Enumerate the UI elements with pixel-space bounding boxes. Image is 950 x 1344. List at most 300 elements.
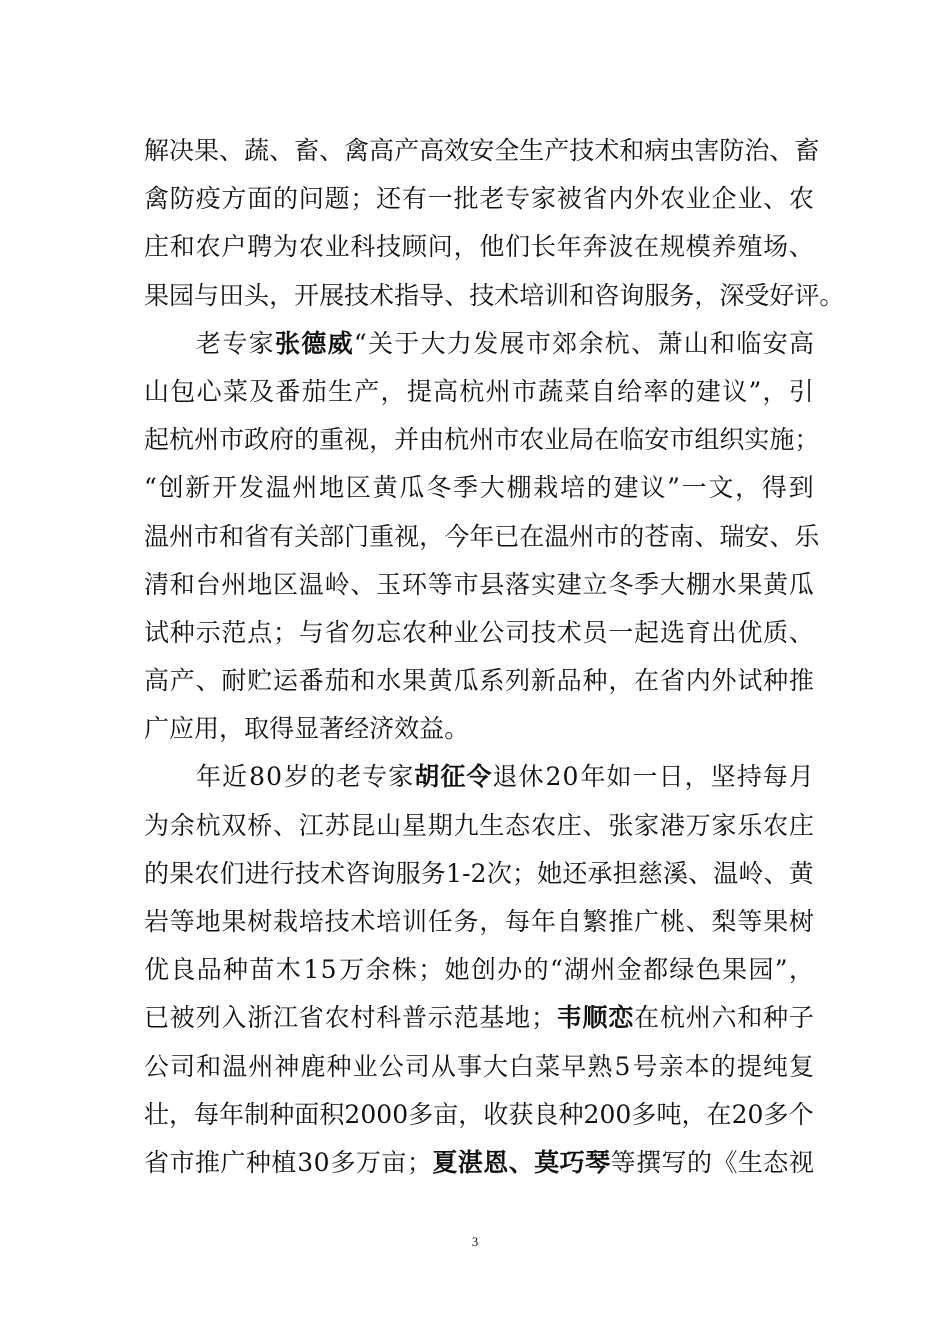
text-char: 棚 xyxy=(506,473,532,503)
text-char: 园 xyxy=(748,955,774,985)
text-char: 训 xyxy=(544,280,570,310)
text-char: 农 xyxy=(401,617,427,647)
text-char: 临 xyxy=(619,425,645,455)
text-line xyxy=(144,994,814,1042)
text-char: ； xyxy=(794,425,820,455)
text-char: 她 xyxy=(444,955,470,985)
text-char: 写 xyxy=(661,1147,687,1177)
text-char: 波 xyxy=(608,232,634,262)
text-char: 一 xyxy=(632,762,658,792)
text-char: 家 xyxy=(711,810,737,840)
text-char: 台 xyxy=(195,569,221,599)
text-char: 多 xyxy=(631,1099,657,1129)
text-line xyxy=(144,127,820,175)
text-char: 忘 xyxy=(376,617,402,647)
text-char: 选 xyxy=(659,617,685,647)
text-char: 收 xyxy=(483,1099,509,1129)
text-char: 内 xyxy=(685,666,711,696)
text-char: 一 xyxy=(427,184,453,214)
text-char: 术 xyxy=(320,858,346,888)
text-char: 、 xyxy=(763,184,789,214)
text-char: 决 xyxy=(169,136,195,165)
text-char: 已 xyxy=(144,1003,170,1033)
text-char: 瓜 xyxy=(399,473,425,503)
text-char: 询 xyxy=(619,280,645,310)
text-char: 疫 xyxy=(195,184,221,214)
text-char: ； xyxy=(418,955,444,985)
text-char: 亲 xyxy=(658,1051,684,1081)
text-char: ， xyxy=(479,907,505,936)
text-char: 季 xyxy=(634,569,660,599)
text-char: 2 xyxy=(545,762,562,792)
text-char: 熟 xyxy=(587,1051,613,1081)
text-line xyxy=(144,513,820,561)
text-char: 树 xyxy=(788,907,814,936)
text-char: 高 xyxy=(419,136,445,165)
text-char: 得 xyxy=(269,714,295,744)
text-char: 、 xyxy=(769,136,795,165)
text-char: 冬 xyxy=(608,569,634,599)
text-char: 退 xyxy=(492,762,518,792)
text-char: 广 xyxy=(144,714,170,744)
text-char: 省 xyxy=(582,184,608,214)
text-line xyxy=(144,175,814,223)
text-char: 湖 xyxy=(564,955,590,985)
text-char: 多 xyxy=(763,1099,789,1129)
text-char: 农 xyxy=(659,184,685,214)
text-char: 老 xyxy=(196,328,222,358)
text-char: 瑞 xyxy=(719,521,745,551)
text-char: 导 xyxy=(419,280,445,310)
text-char: “ xyxy=(144,473,157,503)
text-char: 们 xyxy=(219,858,245,888)
text-line xyxy=(144,802,814,850)
text-char: 咨 xyxy=(594,280,620,310)
text-char: 果 xyxy=(763,907,789,936)
text-char: 广 xyxy=(634,907,660,936)
text-char: 果 xyxy=(221,907,247,936)
text-char: 畜 xyxy=(794,136,820,165)
text-char: 温 xyxy=(298,569,324,599)
name-highlight-char: 湛 xyxy=(457,1147,483,1177)
text-char: ， xyxy=(681,1099,707,1129)
text-char: 生 xyxy=(327,376,353,406)
text-char: 贮 xyxy=(247,666,273,696)
name-highlight-char: 令 xyxy=(466,762,492,792)
text-line xyxy=(144,416,820,464)
text-char: 。 xyxy=(819,280,845,310)
text-char: 专 xyxy=(505,184,531,214)
text-char: 瓜 xyxy=(453,666,479,696)
text-char: 推 xyxy=(194,1147,220,1177)
text-char: 科 xyxy=(350,232,376,262)
text-char: 视 xyxy=(788,1147,814,1177)
text-char: 0 xyxy=(562,762,579,792)
text-char: 运 xyxy=(272,666,298,696)
text-char: 科 xyxy=(376,1003,402,1033)
text-char: 、 xyxy=(631,328,657,358)
text-char: 起 xyxy=(634,617,660,647)
text-char: 开 xyxy=(212,473,238,503)
text-char: 部 xyxy=(319,521,345,551)
text-char: 咨 xyxy=(345,858,371,888)
text-char: 万 xyxy=(685,810,711,840)
text-char: 示 xyxy=(195,617,221,647)
text-char: 在 xyxy=(594,425,620,455)
text-char: 经 xyxy=(344,714,370,744)
text-char: 应 xyxy=(169,714,195,744)
text-char: 水 xyxy=(711,569,737,599)
text-char: 等 xyxy=(427,569,453,599)
text-char: 南 xyxy=(669,521,695,551)
text-char: 的 xyxy=(523,955,549,985)
text-char: 种 xyxy=(763,1003,789,1033)
text-char: 郊 xyxy=(552,328,578,358)
text-char: 休 xyxy=(518,762,544,792)
text-char: 的 xyxy=(272,184,298,214)
text-char: 杭 xyxy=(444,425,470,455)
text-char: 黄 xyxy=(788,858,814,888)
text-char: 亩 xyxy=(381,1147,407,1177)
text-char: 每 xyxy=(762,762,788,792)
text-char: 张 xyxy=(608,810,634,840)
text-char: 江 xyxy=(298,810,324,840)
text-char: 询 xyxy=(370,858,396,888)
text-char: 们 xyxy=(505,232,531,262)
text-char: 品 xyxy=(196,955,222,985)
text-char: 番 xyxy=(298,666,324,696)
text-char: 大 xyxy=(479,473,505,503)
text-char: 环 xyxy=(401,569,427,599)
text-char: 广 xyxy=(220,1147,246,1177)
text-char: 白 xyxy=(509,1051,535,1081)
text-char: 建 xyxy=(556,569,582,599)
text-char: 栽 xyxy=(533,473,559,503)
text-char: 州 xyxy=(569,521,595,551)
text-char: 多 xyxy=(408,1099,434,1129)
text-char: 果 xyxy=(737,569,763,599)
text-char: 生 xyxy=(737,1147,763,1177)
text-char: 庄 xyxy=(556,810,582,840)
text-char: 种 xyxy=(169,617,195,647)
text-char: 普 xyxy=(401,1003,427,1033)
text-char: 方 xyxy=(221,184,247,214)
text-char: 杭 xyxy=(659,1003,685,1033)
text-char: 和 xyxy=(710,328,736,358)
text-char: 冬 xyxy=(426,473,452,503)
text-char: 政 xyxy=(244,425,270,455)
text-char: 1 xyxy=(303,955,320,985)
text-char: 每 xyxy=(194,1099,220,1129)
text-char: 优 xyxy=(737,617,763,647)
text-char: 和 xyxy=(219,521,245,551)
text-char: 清 xyxy=(144,569,170,599)
text-char: 高 xyxy=(788,328,814,358)
text-char: 杭 xyxy=(169,425,195,455)
text-char: 创 xyxy=(158,473,184,503)
text-char: ” xyxy=(774,955,788,985)
text-char: 瓜 xyxy=(788,569,814,599)
text-char: 绿 xyxy=(669,955,695,985)
text-char: 个 xyxy=(788,1099,814,1129)
text-char: 2 xyxy=(731,1099,748,1129)
text-char: 州 xyxy=(248,1051,274,1081)
text-char: 并 xyxy=(394,425,420,455)
text-line xyxy=(144,368,814,416)
text-char: 吨 xyxy=(656,1099,682,1129)
text-line xyxy=(144,1043,814,1091)
text-char: 近 xyxy=(222,762,248,792)
text-char: 技 xyxy=(294,858,320,888)
text-char: 批 xyxy=(453,184,479,214)
text-char: 质 xyxy=(763,617,789,647)
text-char: “ xyxy=(549,955,563,985)
text-char: 温 xyxy=(544,521,570,551)
text-char: 1 xyxy=(446,858,462,888)
text-char: 服 xyxy=(395,858,421,888)
text-char: 服 xyxy=(644,280,670,310)
name-highlight-char: 胡 xyxy=(414,762,440,792)
text-char: 推 xyxy=(788,666,814,696)
text-char: 家 xyxy=(388,762,414,792)
text-char: 岁 xyxy=(284,762,310,792)
text-char: 员 xyxy=(582,617,608,647)
text-char: 蔬 xyxy=(244,136,270,165)
text-char: 和 xyxy=(350,666,376,696)
text-char: 六 xyxy=(711,1003,737,1033)
text-char: 重 xyxy=(369,521,395,551)
paragraph xyxy=(144,753,814,1187)
name-highlight-char: 莫 xyxy=(534,1147,560,1177)
text-char: 今 xyxy=(444,521,470,551)
text-char: 包 xyxy=(170,376,196,406)
text-char: 季 xyxy=(452,473,478,503)
text-char: ” xyxy=(748,376,762,406)
name-highlight-char: 、 xyxy=(508,1147,534,1177)
text-char: 在 xyxy=(634,1003,660,1033)
text-char: 果 xyxy=(194,136,220,165)
text-char: 金 xyxy=(616,955,642,985)
text-char: 年 xyxy=(556,232,582,262)
text-char: 家 xyxy=(634,810,660,840)
text-char: 济 xyxy=(369,714,395,744)
text-char: 庄 xyxy=(144,232,170,262)
text-char: 术 xyxy=(369,280,395,310)
text-char: 技 xyxy=(324,907,350,936)
text-char: 专 xyxy=(222,328,248,358)
text-char: 公 xyxy=(378,1051,404,1081)
text-char: 州 xyxy=(169,521,195,551)
text-char: 的 xyxy=(619,521,645,551)
text-char: 被 xyxy=(169,1003,195,1033)
text-char: 推 xyxy=(608,907,634,936)
text-char: 省 xyxy=(298,1003,324,1033)
text-char: ； xyxy=(512,858,538,888)
text-char: 木 xyxy=(275,955,301,985)
text-char: 取 xyxy=(244,714,270,744)
text-char: 等 xyxy=(169,907,195,936)
text-char: 繁 xyxy=(582,907,608,936)
text-char: 防 xyxy=(169,184,195,214)
text-char: 临 xyxy=(736,328,762,358)
text-char: 行 xyxy=(269,858,295,888)
text-char: 岭 xyxy=(738,858,764,888)
text-char: 年 xyxy=(580,762,606,792)
text-char: 、 xyxy=(272,810,298,840)
text-char: 给 xyxy=(617,376,643,406)
text-char: 系 xyxy=(479,666,505,696)
name-highlight-char: 夏 xyxy=(432,1147,458,1177)
text-char: 园 xyxy=(169,280,195,310)
text-char: 生 xyxy=(479,810,505,840)
text-char: 面 xyxy=(294,1099,320,1129)
text-char: 鹿 xyxy=(300,1051,326,1081)
text-char: 组 xyxy=(694,425,720,455)
text-char: 纯 xyxy=(762,1051,788,1081)
text-char: ， xyxy=(169,1099,195,1129)
text-char: 和 xyxy=(569,280,595,310)
text-char: ； xyxy=(530,1003,556,1033)
text-char: ， xyxy=(419,521,445,551)
text-char: 心 xyxy=(196,376,222,406)
text-char: 有 xyxy=(269,521,295,551)
text-char: 年 xyxy=(530,907,556,936)
text-char: 受 xyxy=(744,280,770,310)
text-char: 市 xyxy=(194,521,220,551)
text-char: 、 xyxy=(788,232,814,262)
text-char: 技 xyxy=(469,280,495,310)
text-char: ， xyxy=(788,955,814,985)
text-line xyxy=(144,561,814,609)
text-char: 老 xyxy=(479,184,505,214)
text-char: 办 xyxy=(497,955,523,985)
text-char: 菜 xyxy=(222,376,248,406)
text-char: ， xyxy=(369,425,395,455)
text-char: 农 xyxy=(788,184,814,214)
text-char: 农 xyxy=(530,810,556,840)
text-char: 实 xyxy=(744,425,770,455)
text-char: - xyxy=(462,858,471,888)
text-char: 评 xyxy=(794,280,820,310)
text-char: 、 xyxy=(350,569,376,599)
text-char: 梨 xyxy=(711,907,737,936)
text-char: 0 xyxy=(376,1099,393,1129)
text-char: 及 xyxy=(249,376,275,406)
text-char: 务 xyxy=(453,907,479,936)
text-line xyxy=(144,320,814,368)
text-char: 州 xyxy=(194,425,220,455)
text-char: 一 xyxy=(608,617,634,647)
text-char: 区 xyxy=(345,473,371,503)
text-char: 0 xyxy=(599,1099,616,1129)
text-char: 实 xyxy=(530,569,556,599)
text-char: 优 xyxy=(144,955,170,985)
text-char: 杭 xyxy=(604,328,630,358)
text-char: 规 xyxy=(659,232,685,262)
text-char: 茄 xyxy=(301,376,327,406)
text-char: 市 xyxy=(525,328,551,358)
text-char: 和 xyxy=(619,136,645,165)
text-char: “ xyxy=(353,328,367,358)
text-char: 术 xyxy=(494,280,520,310)
text-char: 与 xyxy=(298,617,324,647)
text-char: 大 xyxy=(420,328,446,358)
text-char: 务 xyxy=(420,858,446,888)
text-char: 列 xyxy=(195,1003,221,1033)
text-char: 勿 xyxy=(350,617,376,647)
text-char: 万 xyxy=(355,1147,381,1177)
text-char: 和 xyxy=(169,569,195,599)
text-char: 织 xyxy=(719,425,745,455)
text-char: 省 xyxy=(244,521,270,551)
text-char: ， xyxy=(608,666,634,696)
text-char: 温 xyxy=(265,473,291,503)
text-char: 用 xyxy=(194,714,220,744)
body-text xyxy=(144,127,845,1187)
text-char: 市 xyxy=(594,521,620,551)
paragraph xyxy=(144,127,845,320)
text-char: 港 xyxy=(659,810,685,840)
text-line xyxy=(144,1091,814,1139)
text-char: ； xyxy=(272,617,298,647)
text-char: 新 xyxy=(530,666,556,696)
text-line xyxy=(144,898,814,946)
text-char: 《 xyxy=(712,1147,738,1177)
text-char: 提 xyxy=(406,376,432,406)
text-char: 业 xyxy=(324,232,350,262)
text-char: 产 xyxy=(169,666,195,696)
text-char: 种 xyxy=(269,1099,295,1129)
text-char: 户 xyxy=(221,232,247,262)
text-char: 企 xyxy=(711,184,737,214)
text-char: 果 xyxy=(169,858,195,888)
text-char: 率 xyxy=(643,376,669,406)
text-char: 题 xyxy=(324,184,350,214)
text-char: 0 xyxy=(266,762,282,792)
text-char: 禽 xyxy=(144,184,170,214)
text-char: 、 xyxy=(788,617,814,647)
text-char: 创 xyxy=(470,955,496,985)
text-char: 8 xyxy=(249,762,266,792)
text-char: 州 xyxy=(292,473,318,503)
text-char: 万 xyxy=(339,955,365,985)
text-char: 桥 xyxy=(247,810,273,840)
text-char: 得 xyxy=(761,473,787,503)
text-char: 复 xyxy=(788,1051,814,1081)
text-char: 双 xyxy=(221,810,247,840)
text-char: 基 xyxy=(479,1003,505,1033)
text-char: 起 xyxy=(144,425,170,455)
text-char: 植 xyxy=(271,1147,297,1177)
text-char: 大 xyxy=(659,569,685,599)
text-char: 良 xyxy=(170,955,196,985)
text-char: 建 xyxy=(695,376,721,406)
text-char: 在 xyxy=(634,666,660,696)
text-char: 菜 xyxy=(564,376,590,406)
text-char: 专 xyxy=(362,762,388,792)
text-char: 公 xyxy=(144,1051,170,1081)
text-char: 等 xyxy=(610,1147,636,1177)
text-char: 玉 xyxy=(376,569,402,599)
text-char: 都 xyxy=(643,955,669,985)
name-highlight-char: 恩 xyxy=(483,1147,509,1177)
text-char: ； xyxy=(350,184,376,214)
text-char: 府 xyxy=(269,425,295,455)
text-char: 色 xyxy=(695,955,721,985)
text-char: 种 xyxy=(558,1099,584,1129)
text-char: 展 xyxy=(319,280,345,310)
text-char: 的 xyxy=(710,1051,736,1081)
